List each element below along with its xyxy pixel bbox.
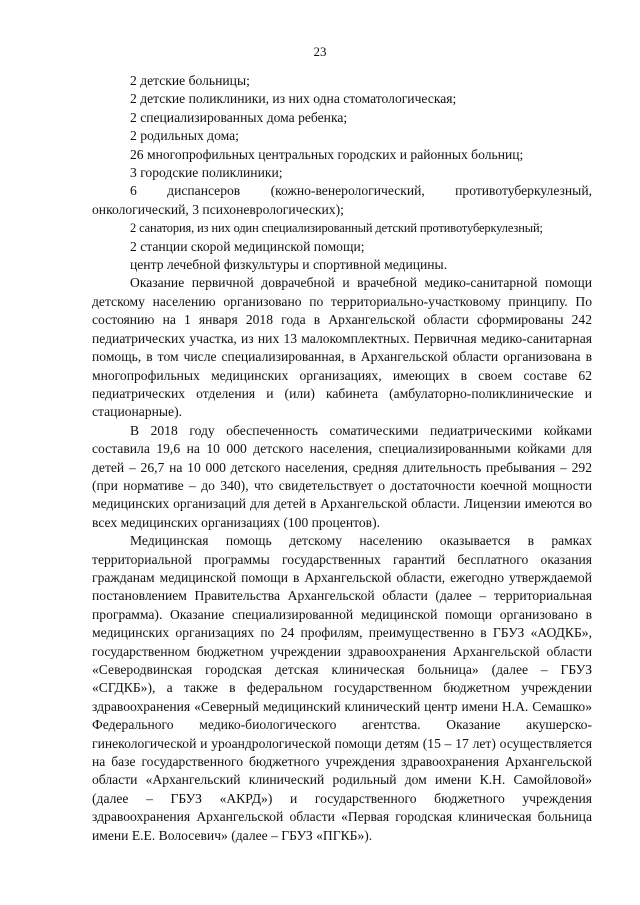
- page-number: 23: [313, 44, 327, 59]
- facility-list: [92, 72, 592, 274]
- paragraph-bed-capacity: В 2018 году обеспеченность соматическими педиатрическими койками составила 19,6 на 10 000 детского населения, специализированными койками для детей – 26,7 на 10 000 детского населения, средняя длительность пребывания – 292 (при нормативе – до 340), что свидетельствует о достаточности коечной мощности медицинских организаций для детей в Архангельской области. Лицензии имеются во всех медицинских организациях (100 процентов).: [92, 422, 592, 530]
- list-item-continuation: онкологический, 3 психоневрологических);: [92, 201, 344, 217]
- list-item: 3 городские поликлиники;: [130, 165, 283, 181]
- list-item: 26 многопрофильных центральных городских и районных больниц;: [130, 146, 524, 162]
- document-body: [92, 72, 592, 845]
- list-item: 6 диспансеров (кожно-венерологический, противотуберкулезный,: [130, 183, 592, 199]
- list-item: 2 санатория, из них один специализированный детский противотуберкулезный;: [130, 221, 543, 236]
- paragraph-specialized-care: Медицинская помощь детскому населению оказывается в рамках территориальной программы государственных гарантий бесплатного оказания гражданам медицинской помощи в Архангельской области, ежегодно утверждаемой постановлением Правительства Архангельской области (далее – территориальная программа). Оказание специализированной медицинской помощи организовано в медицинских организациях по 24 профилям, преимущественно в ГБУЗ «АОДКБ», государственном бюджетном учреждении здравоохранения Архангельской области «Северодвинская городская детская клиническая больница» (далее – ГБУЗ «СГДКБ»), а также в федеральном государственном бюджетном учреждении здравоохранения «Северный медицинский клинический центр имени Н.А. Семашко» Федерального медико-биологического агентства. Оказание акушерско-гинекологической и уроандрологической помощи детям (15 – 17 лет) осуществляется на базе государственного бюджетного учреждения здравоохранения Архангельской области «Архангельский клинический родильный дом имени К.Н. Самойловой» (далее – ГБУЗ «АКРД») и государственного бюджетного учреждения здравоохранения Архангельской области «Первая городская клиническая больница имени Е.Е. Волосевич» (далее – ГБУЗ «ПГКБ»).: [92, 533, 592, 843]
- list-item: 2 детские поликлиники, из них одна стоматологическая;: [130, 91, 457, 107]
- list-item: 2 станции скорой медицинской помощи;: [130, 238, 365, 254]
- list-item: 2 родильных дома;: [130, 128, 239, 144]
- list-item: центр лечебной физкультуры и спортивной медицины.: [130, 257, 448, 273]
- list-item: 2 специализированных дома ребенка;: [130, 109, 348, 125]
- list-item: 2 детские больницы;: [130, 73, 250, 88]
- paragraph-primary-care: Оказание первичной доврачебной и врачебной медико-санитарной помощи детскому населению организовано по территориально-участковому принципу. По состоянию на 1 января 2018 года в Архангельской области сформированы 242 педиатрических участка, из них 13 малокомплектных. Первичная медико-санитарная помощь, в том числе специализированная, в Архангельской области организована в многопрофильных медицинских организациях, имеющих в своем составе 62 педиатрических отделения и (или) кабинета (амбулаторно-поликлинические и стационарные).: [92, 275, 592, 420]
